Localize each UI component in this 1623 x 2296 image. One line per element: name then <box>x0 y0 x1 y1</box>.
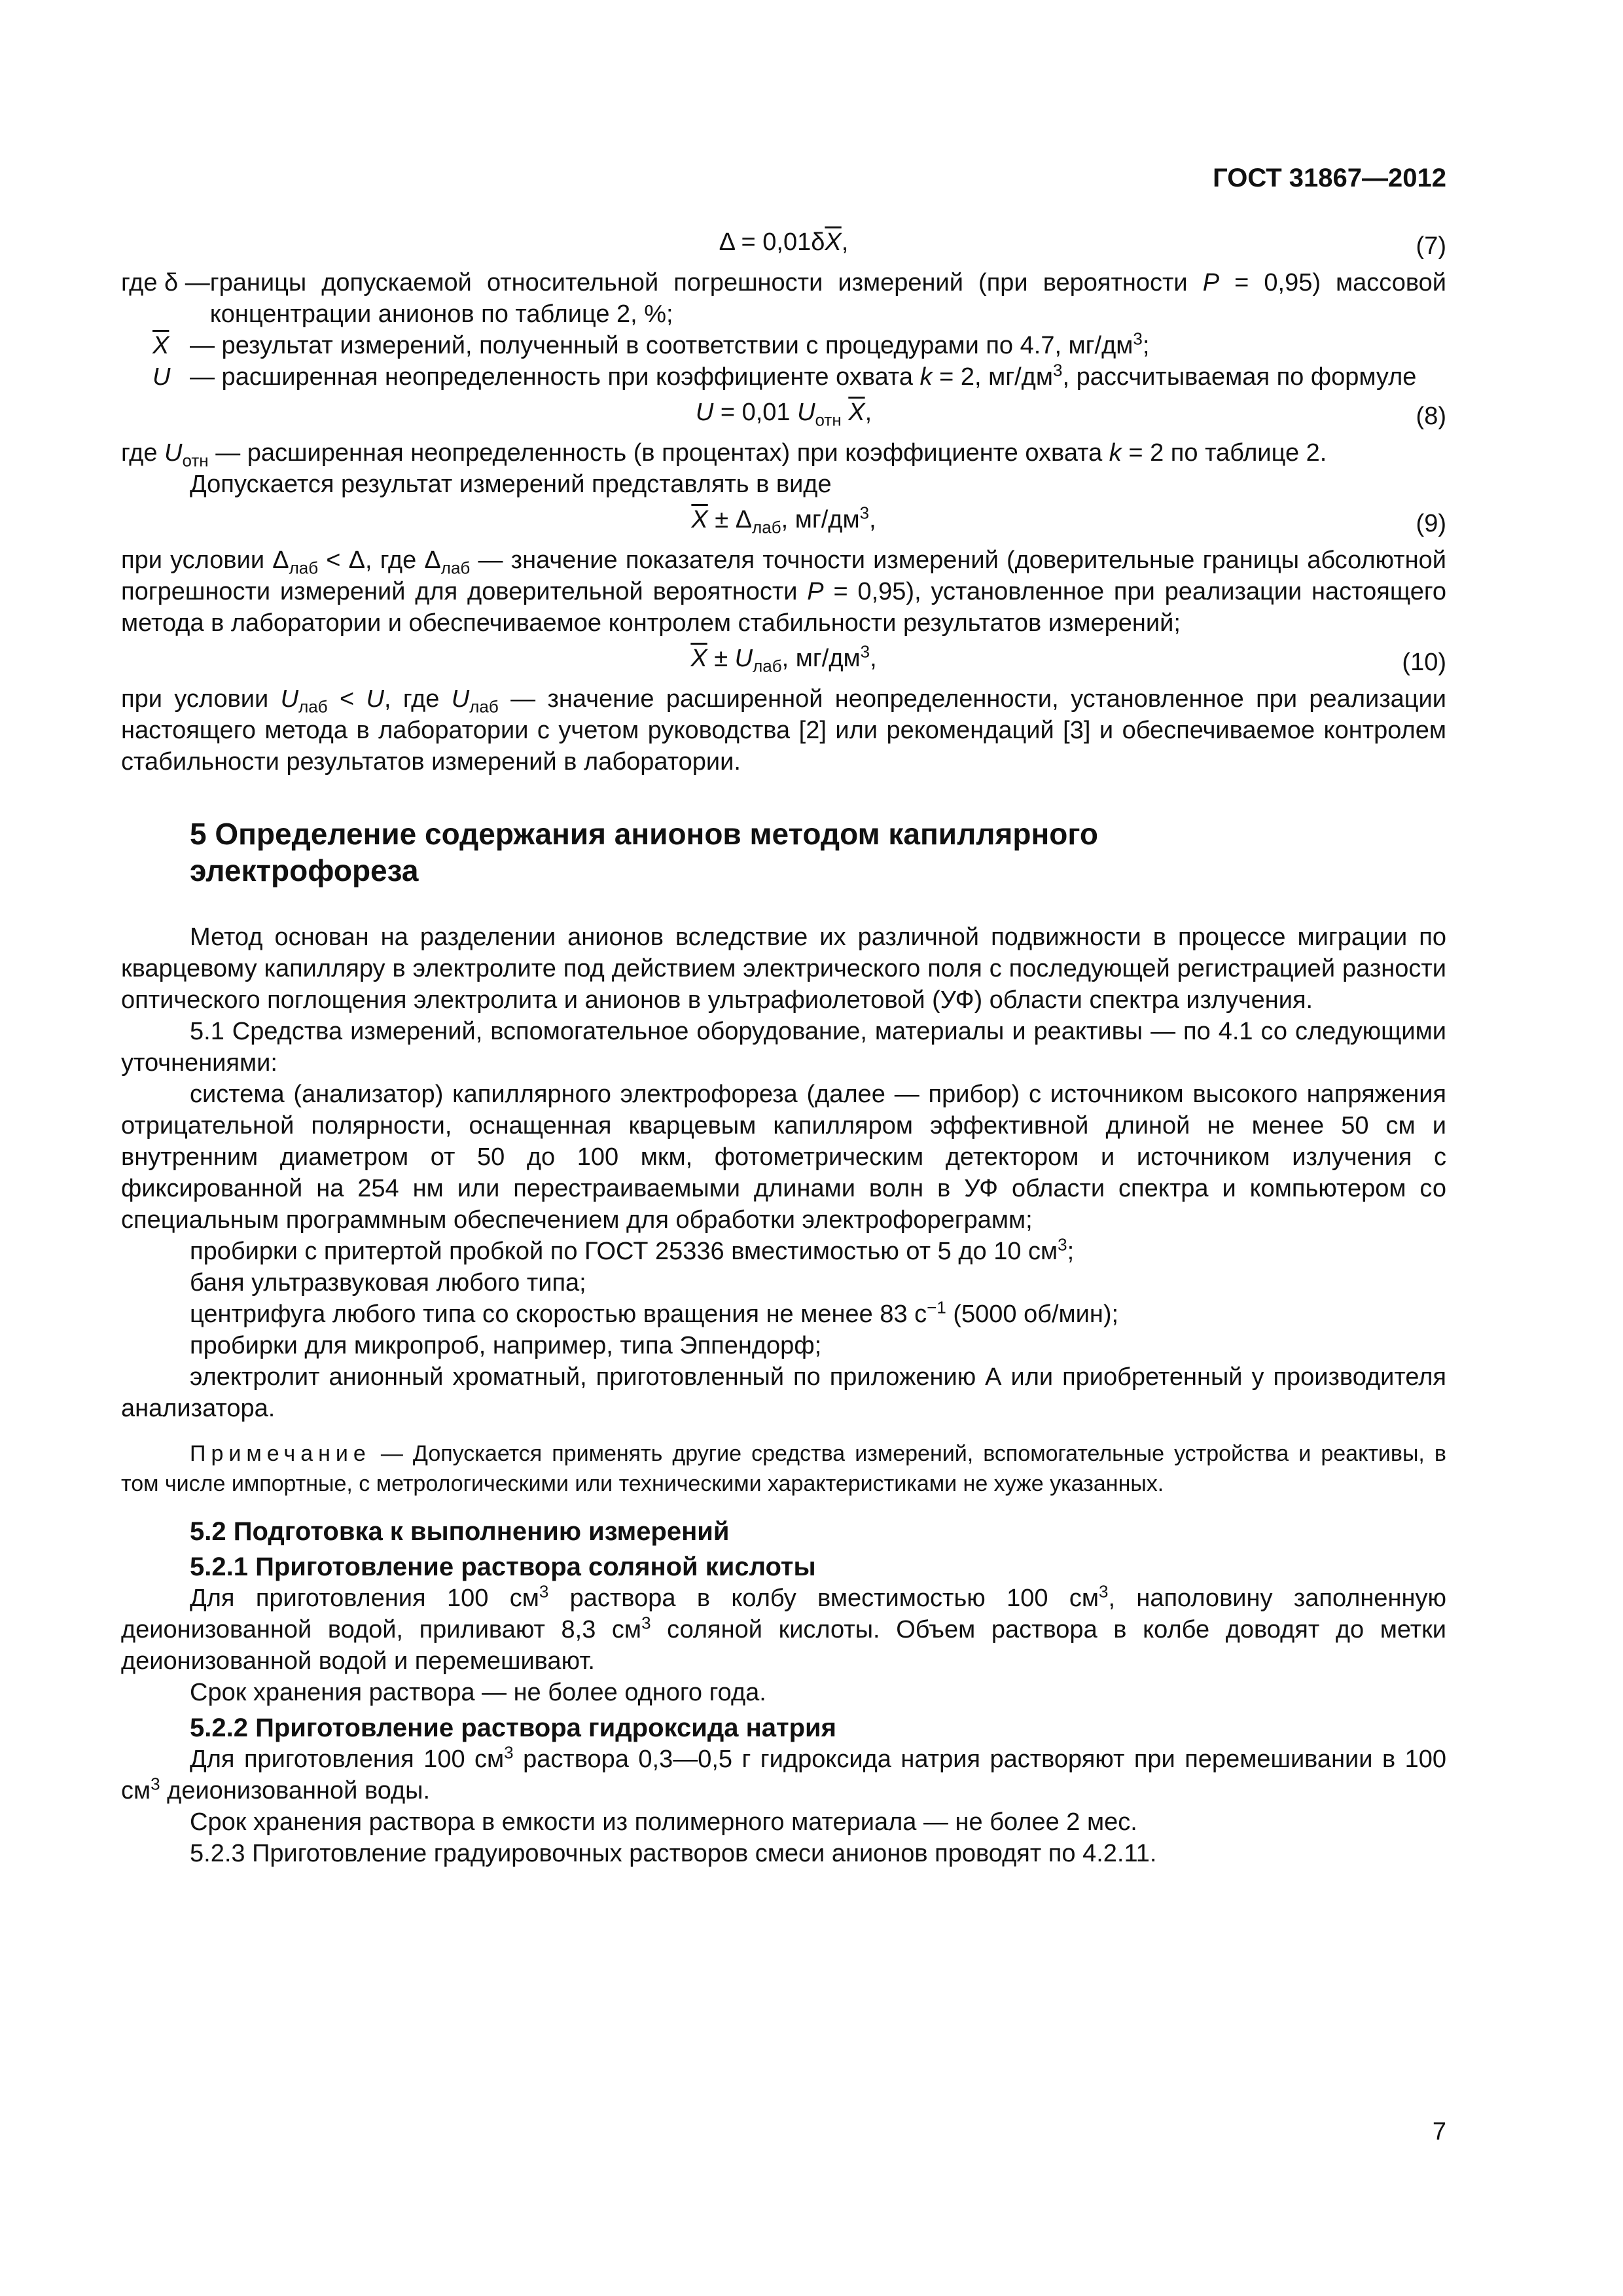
where-urel-text: — расширенная неопределенность (в процентах) при коэффициенте охвата <box>208 439 1109 467</box>
where-urel-lead: где <box>121 439 165 467</box>
formula-9-unit: , мг/дм <box>781 506 860 533</box>
definition-u-k: k <box>919 363 933 391</box>
formula-8-mid: = 0,01 <box>713 399 798 426</box>
para-5-2-2-sup2: 3 <box>151 1774 160 1794</box>
note-text: — Допускается применять другие средства измерений, вспомогательные устройства и реактивы, в том числе импортные, с метрологическими или техническими характеристиками не хуже указанных. <box>121 1441 1446 1496</box>
condition-2-u1: U <box>280 685 299 713</box>
para-5-2-1-b: раствора в колбу вместимостью 100 см <box>548 1585 1099 1612</box>
formula-10 <box>121 643 1446 677</box>
condition-1-d: = 0,95), установленное при реализации настоящего метода в лаборатории и обеспечиваемое контролем стабильности результатов измерений; <box>121 578 1446 637</box>
definition-u-symbol: U <box>152 363 171 391</box>
formula-7-post: , <box>841 228 849 256</box>
para-5-2-1-sup2: 3 <box>1098 1581 1109 1602</box>
para-5-2-1-sup1: 3 <box>539 1581 549 1602</box>
para-5-2-2 <box>121 1744 1446 1806</box>
para-centrifuge <box>121 1299 1446 1330</box>
para-5-2-1-storage: Срок хранения раствора — не более одного года. <box>190 1679 766 1706</box>
section-5-heading-line2: электрофореза <box>190 853 419 888</box>
formula-10-sub: лаб <box>753 656 782 676</box>
para-tubes <box>121 1236 1446 1267</box>
para-5-2-3: 5.2.3 Приготовление градуировочных растворов смеси анионов проводят по 4.2.11. <box>190 1840 1157 1867</box>
condition-1-p: P <box>807 578 824 605</box>
formula-9 <box>121 504 1446 538</box>
formula-8-sub: отн <box>815 410 842 430</box>
where-urel-u: U <box>164 439 183 467</box>
definition-x <box>152 330 1446 361</box>
formula-9-post: , <box>869 506 876 533</box>
page-number: 7 <box>1432 2118 1446 2145</box>
definition-x-symbol: $\overline{X}$ <box>152 332 169 359</box>
condition-1 <box>121 545 1446 639</box>
condition-2-sub2: лаб <box>469 696 499 717</box>
para-micro: пробирки для микропроб, например, типа Эппендорф; <box>190 1332 822 1359</box>
para-5-2-1-d: соляной кислоты. Объем раствора в колбе доводят до метки деионизованной водой и перемешивают. <box>121 1616 1446 1675</box>
para-5-1: 5.1 Средства измерений, вспомогательное оборудование, материалы и реактивы — по 4.1 со следующими уточнениями: <box>121 1018 1446 1077</box>
formula-8-number: (8) <box>1416 403 1446 430</box>
formula-9-number: (9) <box>1416 510 1446 537</box>
para-5-2-1-c: , наполовину заполненную деионизованной водой, приливают 8,3 см <box>121 1585 1447 1643</box>
formula-10-u: U <box>734 645 753 672</box>
definition-u-sup: 3 <box>1052 360 1063 380</box>
formula-8-post: , <box>865 399 872 426</box>
section-5-heading-line1: 5 Определение содержания анионов методом капиллярного <box>190 817 1098 851</box>
condition-2-u2: U <box>366 685 384 713</box>
condition-2-sub1: лаб <box>298 696 328 717</box>
para-centrifuge-text: центрифуга любого типа со скоростью вращения не менее 83 с <box>190 1300 927 1328</box>
page-content <box>121 223 1446 1869</box>
formula-8 <box>121 397 1446 431</box>
para-5-2-1-sup3: 3 <box>641 1613 651 1633</box>
para-electrolyte: электролит анионный хроматный, приготовленный по приложению А или приобретенный у производителя анализатора. <box>121 1363 1446 1422</box>
definition-x-sup: 3 <box>1133 329 1143 349</box>
standard-header: ГОСТ 31867—2012 <box>1213 164 1446 192</box>
para-system: система (анализатор) капиллярного электрофореза (далее — прибор) с источником высокого напряжения отрицательной полярности, оснащенная кварцевым капилляром эффективной длиной не менее 50 см и внутренним диаметром от 50 до 100 мкм, фотометрическим детектором и источником излучения с фиксированной на 254 нм или перестраиваемыми длинами волн в УФ области спектра и компьютером со специальным программным обеспечением для обработки электрофореграмм; <box>121 1081 1446 1234</box>
heading-5-2-1: 5.2.1 Приготовление раствора соляной кислоты <box>190 1552 816 1581</box>
condition-1-c: — значение показателя точности измерений (доверительные границы абсолютной погрешности измерений для доверительной вероятности <box>121 547 1446 605</box>
para-tubes-sup: 3 <box>1058 1234 1067 1255</box>
where-urel <box>121 437 1446 469</box>
heading-5-2-2: 5.2.2 Приготовление раствора гидроксида натрия <box>190 1713 836 1742</box>
definition-u-text3: , рассчитываемая по формуле <box>1062 363 1417 391</box>
definition-u-text2: = 2, мг/дм <box>932 363 1053 391</box>
para-5-2-2-a: Для приготовления 100 см <box>190 1746 505 1773</box>
condition-2-u3: U <box>451 685 470 713</box>
section-5-intro: Метод основан на разделении анионов вследствие их различной подвижности в процессе миграции по кварцевому капилляру в электролите под действием электрического поля с последующей регистрацией разности оптического поглощения электролита и анионов в ультрафиолетовой (УФ) области спектра излучения. <box>121 924 1446 1014</box>
formula-7 <box>121 226 1446 260</box>
section-5-heading <box>190 816 1446 889</box>
formula-9-pm: ± Δ <box>707 506 753 533</box>
condition-2 <box>121 683 1446 778</box>
formula-8-u: U <box>695 399 714 426</box>
formula-10-post: , <box>870 645 877 672</box>
where-delta-p: P <box>1202 269 1220 296</box>
formula-9-sup: 3 <box>859 503 870 523</box>
para-tubes-text: пробирки с притертой пробкой по ГОСТ 25336 вместимостью от 5 до 10 см <box>190 1238 1058 1265</box>
formula-7-prefix: Δ = 0,01δ <box>719 228 825 256</box>
para-centrifuge-end: (5000 об/мин); <box>946 1300 1119 1328</box>
definition-u <box>152 361 1446 393</box>
condition-1-sub2: лаб <box>440 558 471 578</box>
condition-1-sub1: лаб <box>289 558 319 578</box>
formula-10-pm: ± <box>707 645 735 672</box>
formula-10-number: (10) <box>1402 649 1446 676</box>
para-5-2-1-a: Для приготовления 100 см <box>190 1585 539 1612</box>
where-urel-k: k <box>1109 439 1122 467</box>
condition-2-a: при условии <box>121 685 281 713</box>
para-tubes-end: ; <box>1067 1238 1075 1265</box>
para-5-2-2-b: раствора 0,3—0,5 г гидроксида натрия растворяют при перемешивании в 100 см <box>121 1746 1447 1804</box>
para-5-2-2-sup1: 3 <box>504 1742 514 1763</box>
formula-10-x: $\overline{X}$ <box>690 645 707 672</box>
formula-7-number: (7) <box>1416 232 1446 260</box>
definition-x-end: ; <box>1142 332 1150 359</box>
para-allowed: Допускается результат измерений представлять в виде <box>190 471 832 498</box>
where-delta-text: границы допускаемой относительной погрешности измерений (при вероятности <box>209 269 1203 296</box>
formula-7-x: $\overline{X}$ <box>825 228 842 256</box>
heading-5-2: 5.2 Подготовка к выполнению измерений <box>190 1517 730 1546</box>
para-centrifuge-sup: −1 <box>927 1297 946 1318</box>
condition-2-d: — значение расширенной неопределенности, установленное при реализации настоящего метода в лаборатории с учетом руководства [2] или рекомендаций [3] и обеспечиваемое контролем стабильности результатов измерений в лаборатории. <box>121 685 1446 776</box>
condition-2-b: < <box>327 685 366 713</box>
formula-10-sup: 3 <box>860 641 870 662</box>
para-5-2-2-storage: Срок хранения раствора в емкости из полимерного материала — не более 2 мес. <box>190 1808 1137 1836</box>
definition-u-text: — расширенная неопределенность при коэффициенте охвата <box>190 363 920 391</box>
para-bath: баня ультразвуковая любого типа; <box>190 1269 586 1297</box>
condition-2-c: , где <box>384 685 452 713</box>
formula-8-urel: U <box>797 399 815 426</box>
condition-1-a: при условии Δ <box>121 547 289 574</box>
note <box>121 1439 1446 1499</box>
para-5-2-2-c: деионизованной воды. <box>160 1777 431 1804</box>
condition-1-b: < Δ, где Δ <box>318 547 441 574</box>
where-urel-sub: отн <box>182 450 209 471</box>
formula-9-x: $\overline{X}$ <box>691 506 708 533</box>
where-delta <box>121 267 1446 330</box>
definition-x-text: — результат измерений, полученный в соответствии с процедурами по 4.7, мг/дм <box>190 332 1133 359</box>
formula-10-unit: , мг/дм <box>781 645 861 672</box>
where-delta-text2: = 0,95) массовой концентрации анионов по таблице 2, %; <box>209 269 1446 328</box>
para-5-2-1 <box>121 1583 1446 1677</box>
formula-9-sub: лаб <box>752 517 781 537</box>
note-label: Примечание <box>190 1441 371 1466</box>
formula-8-x: $\overline{X}$ <box>848 399 865 426</box>
where-delta-lead: где δ — <box>121 269 210 296</box>
where-urel-text2: = 2 по таблице 2. <box>1121 439 1327 467</box>
